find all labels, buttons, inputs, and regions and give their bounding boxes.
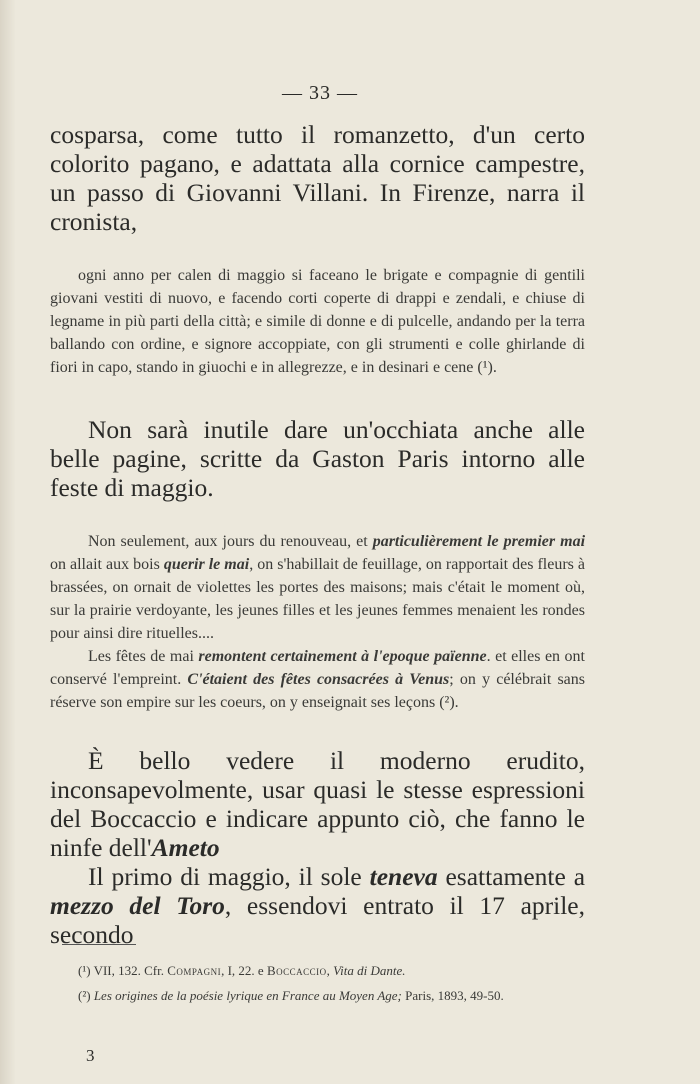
text-run: , [326,963,334,978]
author-name: Compagni [167,963,222,978]
emphasis-run: mezzo del Toro [50,891,225,920]
text-run: on allait aux bois [50,556,164,573]
text-run: . et elles en ont conservé l'empreint. [50,648,585,688]
text-run: ; on y célébrait sans réserve son empire sur les coeurs, on y enseignait ses leçons (²). [50,671,586,711]
closing-paragraph-1 [50,746,585,862]
footnotes [50,958,585,1008]
work-title: Les origines de la poésie lyrique en France au Moyen Age; [93,988,402,1003]
work-title: Vita di Dante. [333,963,406,978]
paris-intro-paragraph: Non sarà inutile dare un'occhiata anche alle belle pagine, scritte da Gaston Paris intorno alle feste di maggio. [50,415,585,502]
intro-paragraph: cosparsa, come tutto il romanzetto, d'un certo colorito pagano, e adattata alla cornice campestre, un passo di Giovanni Villani. In Firenze, narra il cronista, [50,120,585,236]
text-run: (²) [78,988,94,1003]
paris-quote [50,530,585,714]
footnote-1 [50,958,585,983]
paris-quote-paragraph-2 [50,645,585,714]
closing-paragraph-2 [50,862,585,949]
villani-quote: ogni anno per calen di maggio si faceano le brigate e compagnie di gentili giovani vestiti di nuovo, e facendo corti coperte di drappi e zendali, e chiuse di legname in più parti della città; e simile di donne e di pulcelle, andando per la terra ballando con ordine, e signore accoppiate, con gli strumenti e colle ghirlande di fiori in capo, stando in giuochi e in allegrezze, e in desinari e cene (¹). [50,267,585,376]
text-run: Paris, 1893, 49-50. [401,988,504,1003]
text-run: , essendovi entrato il 17 aprile, secondo [50,891,585,949]
paris-quote-paragraph-1 [50,530,585,645]
text-run: (¹) VII, 132. Cfr. [78,963,168,978]
footnote-rule [62,944,136,945]
text-run: Non seulement, aux jours du renouveau, et [88,533,373,550]
emphasis-run: C'étaient des fêtes consacrées à Venus [187,671,450,688]
page-number: — 33 — [282,82,358,104]
emphasis-run: remontent certainement à l'epoque païenne [198,648,487,665]
text-run: , I, 22. e [221,963,267,978]
text-run: esattamente a [437,862,586,891]
text-run: È bello vedere il moderno erudito, inconsapevolmente, usar quasi le stesse espressioni del Boccaccio e indicare appunto ciò, che fanno le ninfe dell' [50,746,585,862]
footnote-2 [50,983,585,1008]
text-run: Les fêtes de mai [88,648,199,665]
emphasis-run: Ameto [151,833,220,862]
page-gutter [0,0,16,1084]
text-run: , on s'habillait de feuillage, on rapportait des fleurs à brassées, on ornait de violettes les portes des maisons; mais c'était le moment où, sur la prairie verdoyante, les jeunes filles et les jeunes femmes menaient les rondes pour ainsi dire rituelles.... [50,556,585,642]
emphasis-run: particulièrement le premier mai [372,533,586,550]
emphasis-run: querir le mai [163,556,250,573]
author-name: Boccaccio [266,963,327,978]
signature-mark: 3 [86,1046,95,1065]
emphasis-run: teneva [369,862,438,891]
page-body [50,120,585,949]
text-run: Il primo di maggio, il sole [88,862,370,891]
